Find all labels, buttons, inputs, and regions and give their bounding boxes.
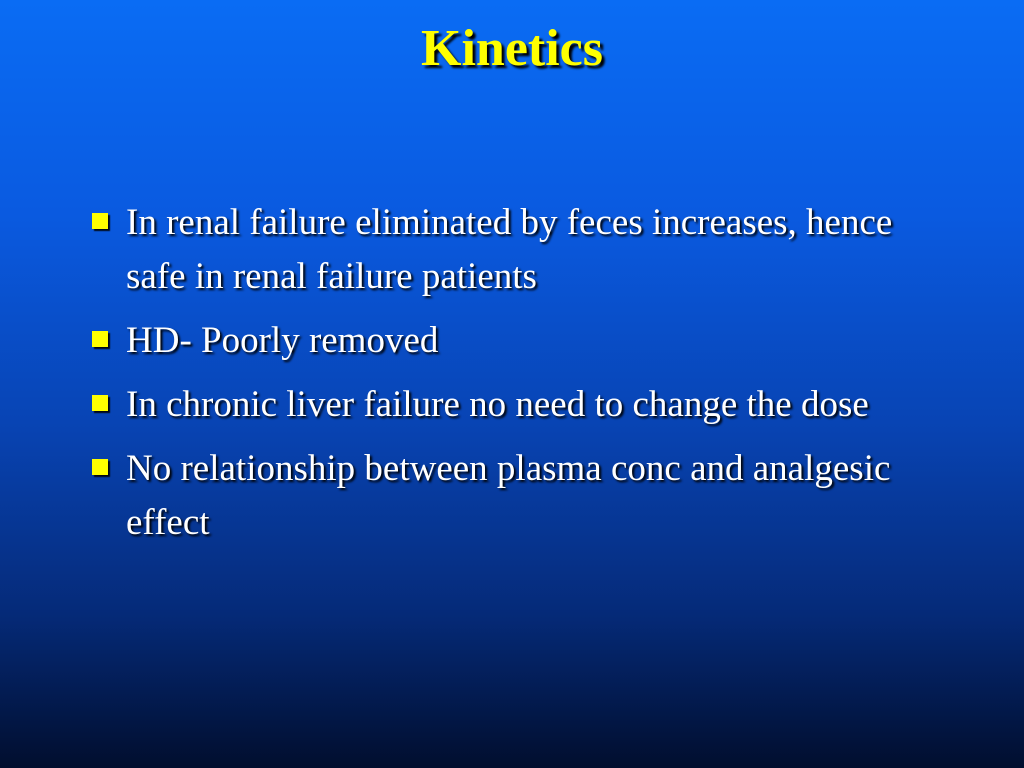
square-bullet-icon [92,395,108,411]
slide-title: Kinetics [421,20,603,77]
bullet-text: No relationship between plasma conc and analgesic effect [126,448,891,543]
bullet-item [90,378,910,432]
bullet-item [90,442,910,550]
bullet-text: In chronic liver failure no need to change the dose [126,384,869,425]
bullet-item [90,196,910,304]
bullet-text: HD- Poorly removed [126,320,439,361]
square-bullet-icon [92,459,108,475]
bullet-text: In renal failure eliminated by feces increases, hence safe in renal failure patients [126,202,893,297]
square-bullet-icon [92,213,108,229]
bullet-list [90,196,910,560]
square-bullet-icon [92,331,108,347]
bullet-item [90,314,910,368]
